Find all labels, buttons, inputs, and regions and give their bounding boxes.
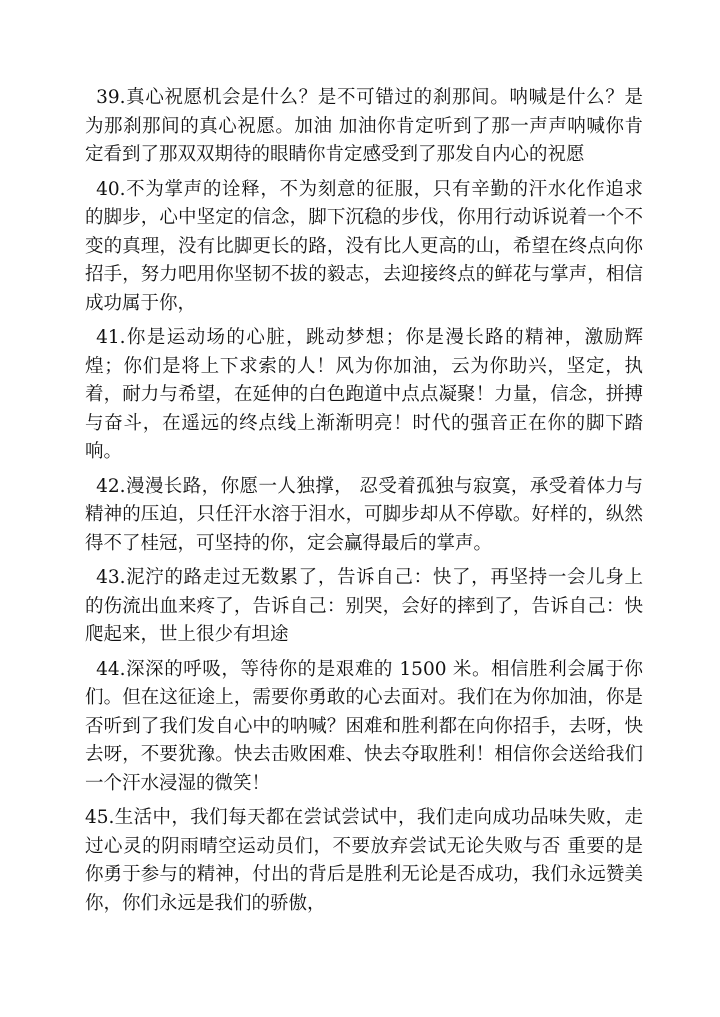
paragraph-number: 39. — [96, 87, 126, 108]
document-body — [85, 84, 643, 918]
paragraph-text: 真心祝愿机会是什么？是不可错过的刹那间。呐喊是什么？是为那刹那间的真心祝愿。加油 加油你肯定听到了那一声声呐喊你肯定看到了那双双期待的眼睛你肯定感受到了那发自内心的祝愿 — [85, 87, 643, 165]
paragraph-number: 41. — [96, 327, 126, 348]
paragraph-text: 生活中，我们每天都在尝试尝试中，我们走向成功品味失败，走过心灵的阴雨晴空运动员们，不要放弃尝试无论失败与否 重要的是你勇于参与的精神，付出的背后是胜利无论是否成功，我们永远赞美你，你们永远是我们的骄傲， — [85, 807, 643, 914]
paragraph-45 — [85, 804, 643, 918]
paragraph-40 — [85, 176, 643, 319]
paragraph-number: 44. — [96, 658, 126, 680]
paragraph-number: 40. — [96, 178, 126, 200]
paragraph-44 — [85, 656, 643, 799]
paragraph-number: 42. — [96, 475, 126, 497]
paragraph-text: 深深的呼吸，等待你的是艰难的 1500 米。相信胜利会属于你们。但在这征途上，需要你勇敢的心去面对。我们在为你加油，你是否听到了我们发自心中的呐喊？困难和胜利都在向你招手，去呀，快去呀，不要犹豫。快去击败困难、快去夺取胜利！相信你会送给我们一个汗水浸湿的微笑！ — [85, 658, 643, 794]
paragraph-text: 你是运动场的心脏，跳动梦想；你是漫长路的精神，激励辉煌；你们是将上下求索的人！风为你加油，云为你助兴，坚定，执着，耐力与希望，在延伸的白色跑道中点点凝聚！力量，信念，拼搏与奋斗，在遥远的终点线上渐渐明亮！时代的强音正在你的脚下踏响。 — [85, 327, 643, 462]
paragraph-text: 不为掌声的诠释，不为刻意的征服，只有辛勤的汗水化作追求的脚步，心中坚定的信念，脚下沉稳的步伐，你用行动诉说着一个不变的真理，没有比脚更长的路，没有比人更高的山，希望在终点向你招手，努力吧用你坚韧不拔的毅志，去迎接终点的鲜花与掌声，相信成功属于你， — [85, 178, 643, 314]
paragraph-43 — [85, 564, 643, 650]
paragraph-42 — [85, 473, 643, 559]
paragraph-text: 漫漫长路，你愿一人独撑， 忍受着孤独与寂寞，承受着体力与精神的压迫，只任汗水溶于泪水，可脚步却从不停歇。好样的，纵然得不了桂冠，可坚持的你，定会赢得最后的掌声。 — [85, 475, 643, 554]
paragraph-text: 泥泞的路走过无数累了，告诉自己：快了，再坚持一会儿身上的伤流出血来疼了，告诉自己：别哭，会好的摔到了，告诉自己：快爬起来，世上很少有坦途 — [85, 567, 643, 645]
paragraph-number: 43. — [96, 567, 126, 588]
paragraph-39 — [85, 84, 643, 170]
paragraph-41 — [85, 324, 643, 467]
paragraph-number: 45. — [85, 807, 115, 828]
